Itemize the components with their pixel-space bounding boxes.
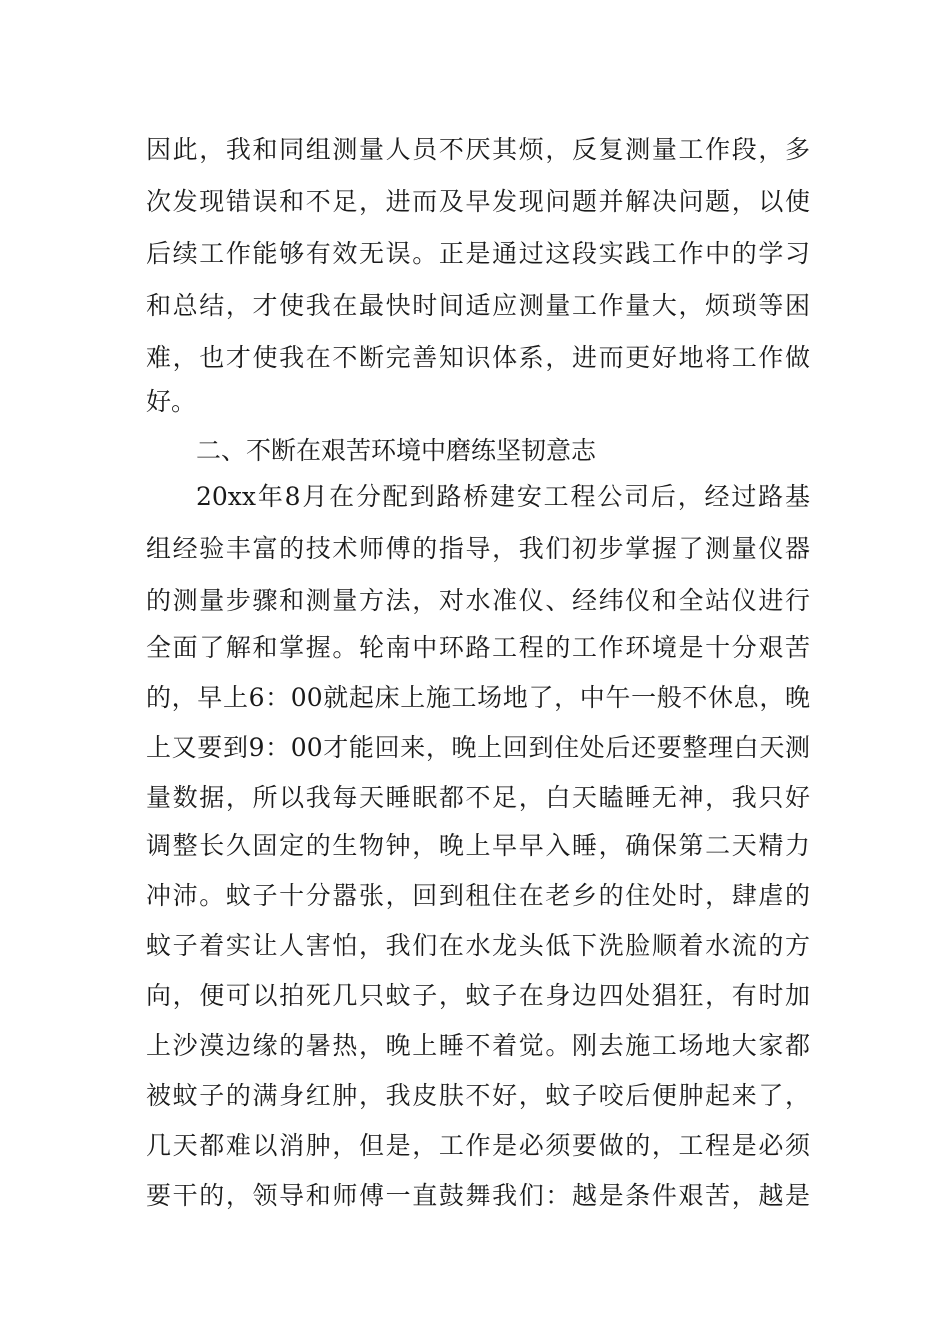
paragraph-1-line-2: 次发现错误和不足，进而及早发现问题并解决问题，以使 xyxy=(146,187,810,216)
section-heading: 二、不断在艰苦环境中磨练坚韧意志 xyxy=(196,436,597,465)
paragraph-1-line-4: 和总结，才使我在最快时间适应测量工作量大，烦琐等困 xyxy=(146,291,810,320)
paragraph-1-line-3: 后续工作能够有效无误。正是通过这段实践工作中的学习 xyxy=(146,239,810,268)
paragraph-2-line-11: 向，便可以拍死几只蚊子，蚊子在身边四处猖狂，有时加 xyxy=(146,981,810,1010)
paragraph-2-line-13: 被蚊子的满身红肿，我皮肤不好，蚊子咬后便肿起来了， xyxy=(146,1081,810,1110)
paragraph-2-line-9: 冲沛。蚊子十分嚣张，回到租住在老乡的住处时，肆虐的 xyxy=(146,881,810,910)
paragraph-2-line-6: 上又要到9：00才能回来，晚上回到住处后还要整理白天测 xyxy=(146,733,810,762)
paragraph-1-line-6: 好。 xyxy=(146,387,197,416)
paragraph-1-line-1: 因此，我和同组测量人员不厌其烦，反复测量工作段，多 xyxy=(146,135,810,164)
paragraph-2-line-2: 组经验丰富的技术师傅的指导，我们初步掌握了测量仪器 xyxy=(146,534,810,563)
paragraph-2-line-12: 上沙漠边缘的暑热，晚上睡不着觉。刚去施工场地大家都 xyxy=(146,1031,810,1060)
paragraph-2-line-10: 蚊子着实让人害怕，我们在水龙头低下洗脸顺着水流的方 xyxy=(146,931,810,960)
paragraph-2-line-1: 20xx年8月在分配到路桥建安工程公司后，经过路基 xyxy=(196,482,810,511)
paragraph-2-line-15: 要干的，领导和师傅一直鼓舞我们：越是条件艰苦，越是 xyxy=(146,1181,810,1210)
paragraph-2-line-14: 几天都难以消肿，但是，工作是必须要做的，工程是必须 xyxy=(146,1131,810,1160)
paragraph-2-line-8: 调整长久固定的生物钟，晚上早早入睡，确保第二天精力 xyxy=(146,831,810,860)
paragraph-1-line-5: 难，也才使我在不断完善知识体系，进而更好地将工作做 xyxy=(146,343,810,372)
paragraph-2-line-7: 量数据，所以我每天睡眠都不足，白天瞌睡无神，我只好 xyxy=(146,783,810,812)
paragraph-2-line-4: 全面了解和掌握。轮南中环路工程的工作环境是十分艰苦 xyxy=(146,633,810,662)
paragraph-2-line-5: 的，早上6：00就起床上施工场地了，中午一般不休息，晚 xyxy=(146,683,810,712)
paragraph-2-line-3: 的测量步骤和测量方法，对水准仪、经纬仪和全站仪进行 xyxy=(146,586,810,615)
